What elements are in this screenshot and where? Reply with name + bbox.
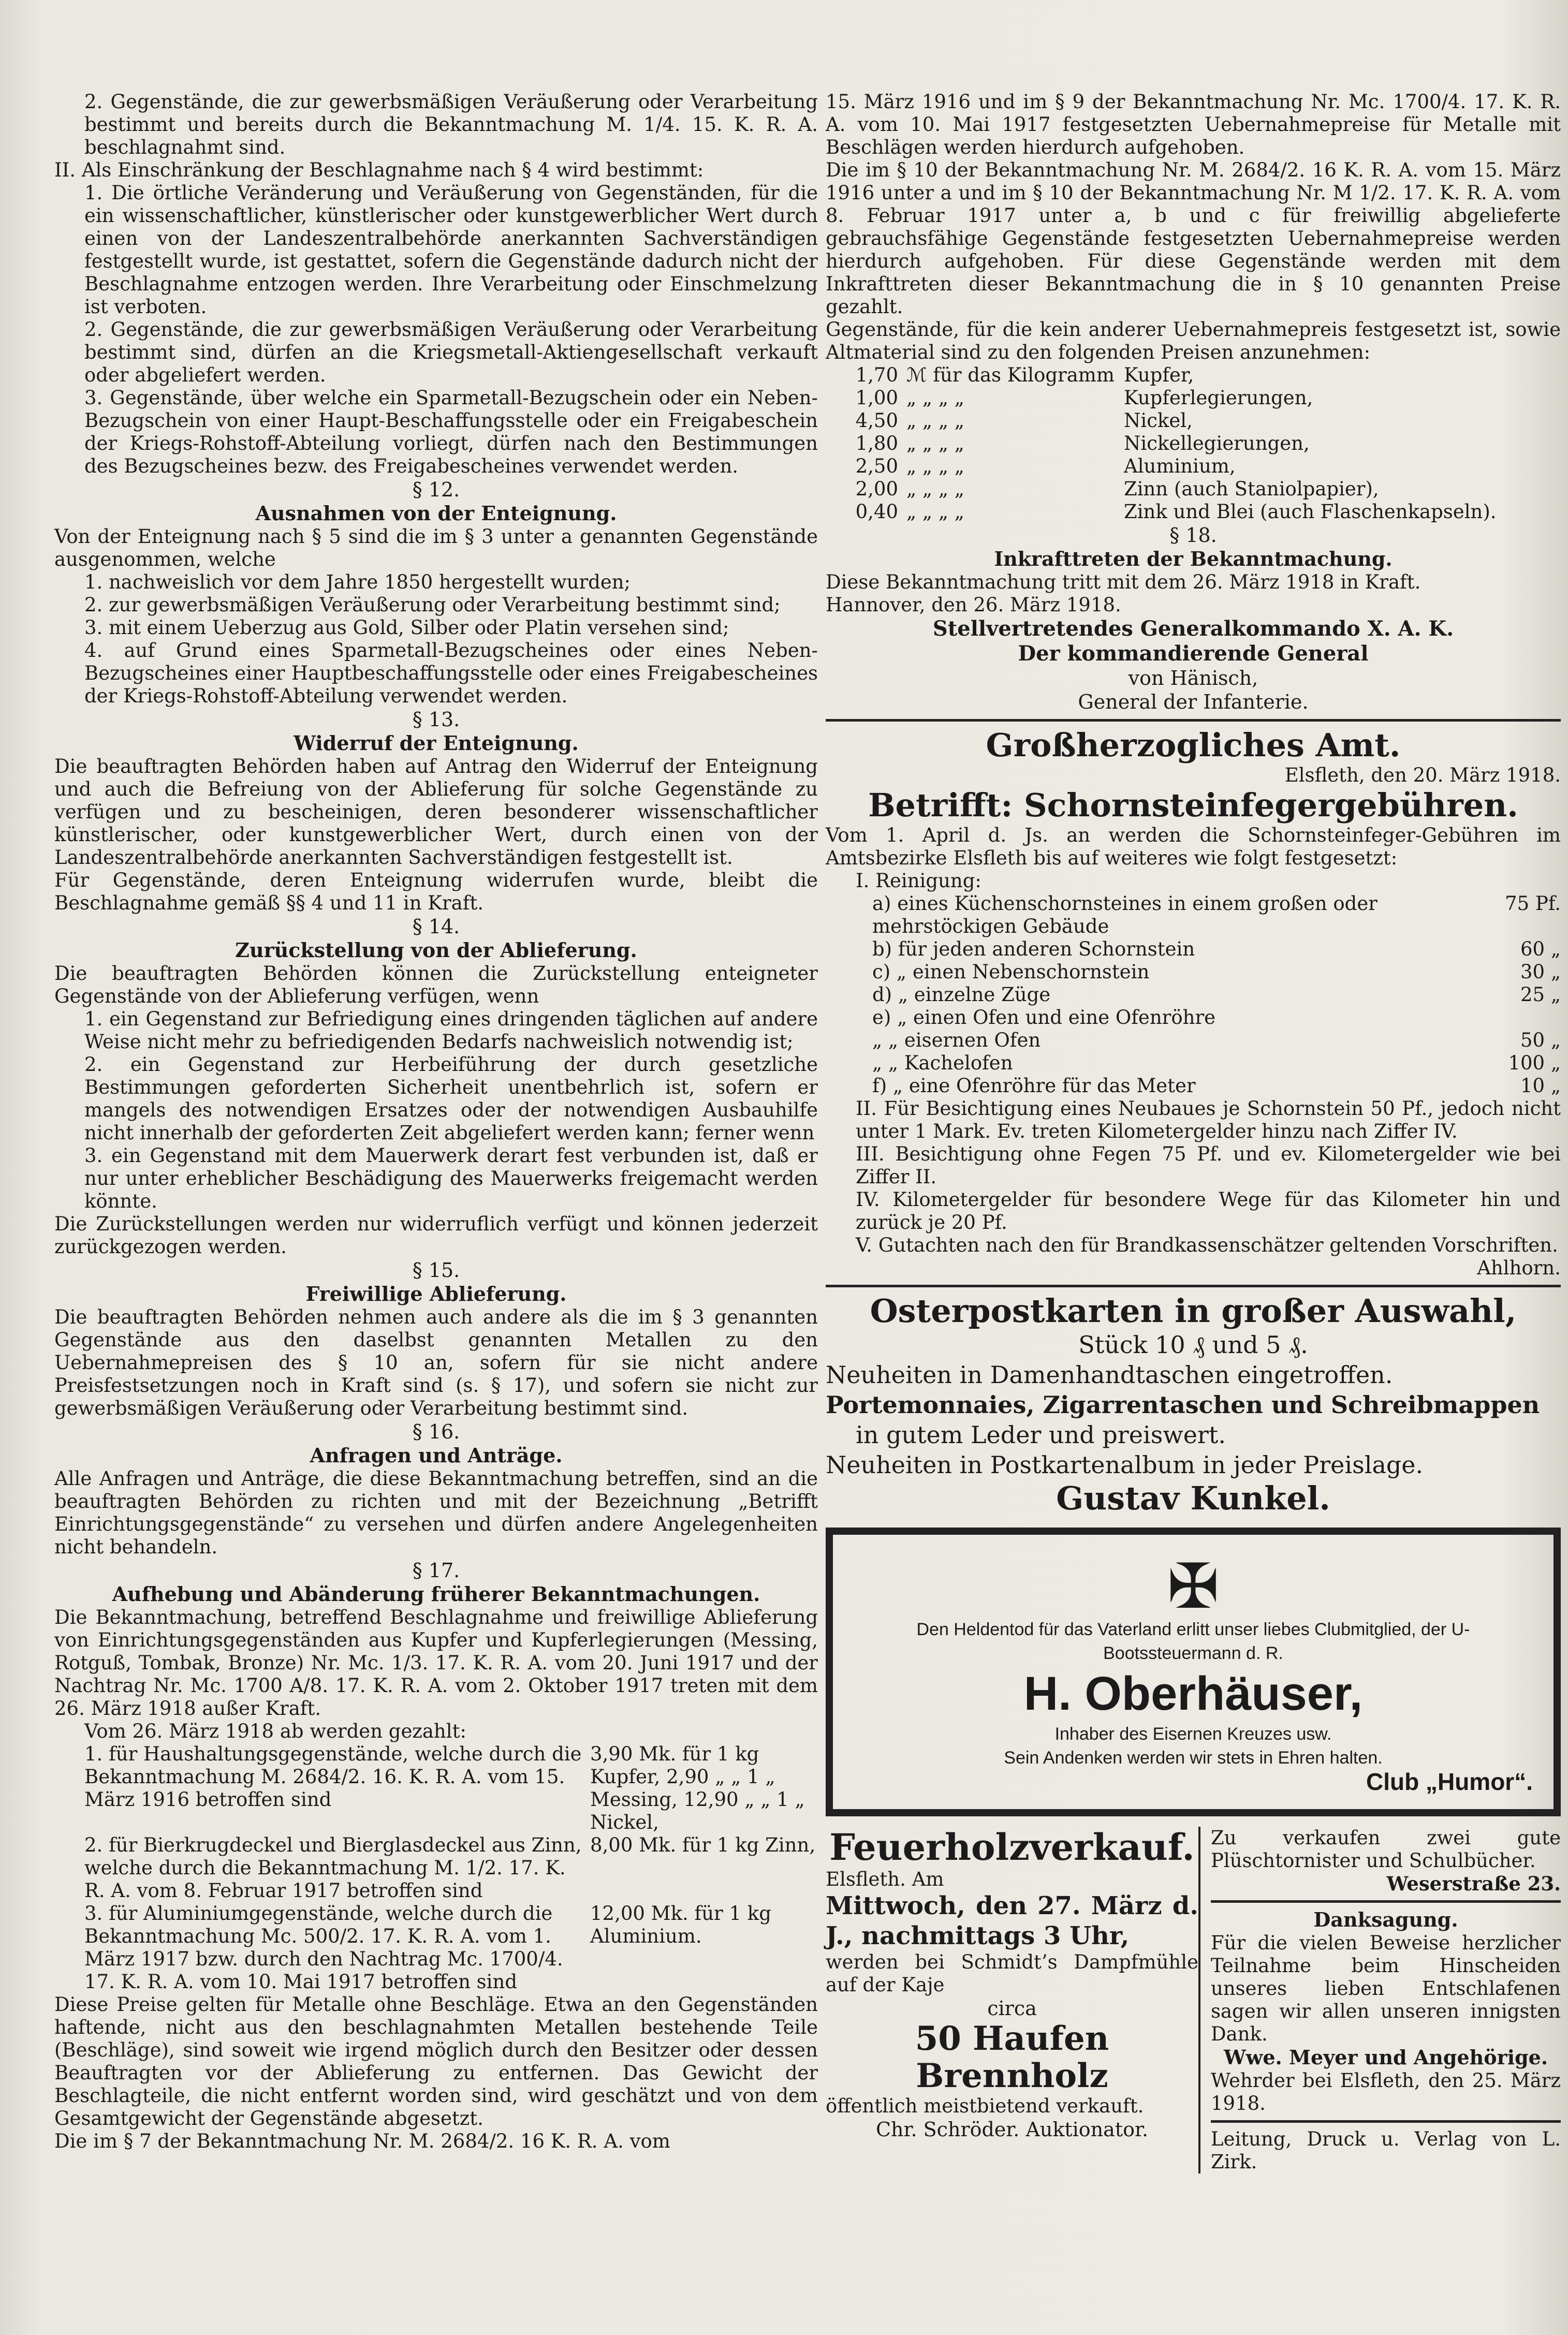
price-cell: „ „ „ „ [906, 387, 964, 409]
fee-amount [1468, 1006, 1561, 1029]
fee-item: „ „ eisernen Ofen [872, 1029, 1041, 1051]
price-desc: 3. für Aluminiumgegenstände, welche durch die Bekanntmachung Mc. 500/2. 17. K. R. A. vom 1. März 1917 bzw. durch den Nachtrag Mc. 1700/4. 17. K. R. A. vom 10. Mai 1917 betroffen sind [84, 1902, 563, 1993]
price-cell: 1,00 [855, 387, 898, 409]
fee-item: b) für jeden anderen Schornstein [872, 938, 1195, 960]
signature-name: von Hänisch, [1128, 667, 1258, 689]
paragraph: Gegenstände, für die kein anderer Uebernahmepreis festgesetzt ist, sowie Altmaterial sind zu den folgenden Preisen anzunehmen: [826, 318, 1561, 363]
notice-subject: Betrifft: Schornsteinfegergebühren. [868, 786, 1518, 824]
paragraph: II. Für Besichtigung eines Neubaues je Schornstein 50 Pf., jedoch nicht unter 1 Mark. Ev. treten Kilometergelder hinzu nach Ziffer IV. [856, 1097, 1561, 1142]
price-cell: 4,50 [855, 409, 898, 432]
signature: Ahlhorn. [1477, 1257, 1561, 1279]
signature: Der kommandierende General [1018, 641, 1369, 666]
price-cell: „ „ „ „ [906, 432, 964, 454]
ad-line: werden bei Schmidt’s Dampfmühle auf der Kaje [826, 1951, 1198, 1996]
section-number: § 14. [412, 915, 460, 938]
list-item: 2. ein Gegenstand zur Herbeiführung der durch gesetzliche Bestimmungen geforderten Sicherheit unentbehrlich ist, sofern er mangels des notwendigen Ersatzes oder der notwendigen Ausbauhilfe nicht innerhalb der geforderten Zeit abgeliefert werden kann; ferner wenn [84, 1053, 818, 1144]
fee-amount: 100 „ [1508, 1052, 1561, 1074]
paragraph: II. Als Einschränkung der Beschlagnahme nach § 4 wird bestimmt: [54, 159, 704, 181]
paragraph: Alle Anfragen und Anträge, die diese Bekanntmachung betreffen, sind an die beauftragten Behörden zu richten und mit der Bezeichnung „Betrifft Einrichtungsgegenstände“ zu versehen und dürfen andere Angelegenheiten nicht behandeln. [54, 1467, 818, 1558]
fee-item: „ „ Kachelofen [872, 1052, 1013, 1074]
paragraph: Diese Bekanntmachung tritt mit dem 26. März 1918 in Kraft. [826, 571, 1421, 593]
ad-line: Weserstraße 23. [1386, 1872, 1561, 1895]
price-cell: Kupfer, [1124, 364, 1194, 386]
obituary-name: H. Oberhäuser, [1023, 1667, 1363, 1720]
price-row [826, 432, 1561, 455]
price-value: 3,90 Mk. für 1 kg Kupfer, 2,90 „ „ 1 „ Messing, 12,90 „ „ 1 „ Nickel, [590, 1743, 805, 1833]
ad-line: Zu verkaufen zwei gute Plüschtornister und Schulbücher. [1211, 1827, 1561, 1872]
ad-signature: Gustav Kunkel. [1056, 1479, 1330, 1517]
fee-amount: 75 Pf. [1505, 892, 1561, 915]
left-column [54, 91, 818, 2153]
price-cell: „ „ „ „ [906, 455, 964, 477]
price-cell: Nickel, [1124, 409, 1193, 432]
paragraph: Die Bekanntmachung, betreffend Beschlagnahme und freiwillige Ablieferung von Einrichtungsgegenständen aus Kupfer und Kupferlegierungen (Messing, Rotguß, Tombak, Bronze) Nr. Mc. 1/3. 17. K. R. A. vom 20. Juni 1917 und der Nachtrag Nr. Mc. 1700 A/8. 17. K. R. A. vom 2. Oktober 1917 treten mit dem 26. März 1918 außer Kraft. [54, 1606, 818, 1720]
divider [826, 1285, 1561, 1287]
fee-row [826, 1029, 1561, 1052]
fee-amount: 25 „ [1520, 983, 1561, 1006]
fee-row [826, 1075, 1561, 1097]
fee-amount: 50 „ [1520, 1029, 1561, 1051]
paragraph: Von der Enteignung nach § 5 sind die im § 3 unter a genannten Gegenstände ausgenommen, welche [54, 525, 818, 570]
price-cell: 2,00 [855, 478, 898, 500]
section-heading: Anfragen und Anträge. [310, 1444, 563, 1467]
price-value: 8,00 Mk. für 1 kg Zinn, [590, 1834, 816, 1856]
fee-item: a) eines Küchenschornsteines in einem großen oder mehrstöckigen Gebäude [872, 892, 1378, 937]
section-heading: Aufhebung und Abänderung früherer Bekanntmachungen. [112, 1582, 760, 1606]
ad-signature: Wwe. Meyer und Angehörige. [1223, 2046, 1548, 2069]
paragraph: Die im § 7 der Bekanntmachung Nr. M. 2684/2. 16 K. R. A. vom [54, 2130, 670, 2152]
section-number: § 16. [412, 1420, 460, 1443]
fee-item: f) „ eine Ofenröhre für das Meter [872, 1075, 1196, 1097]
signature: Stellvertretendes Generalkommando X. A. K. [932, 616, 1454, 641]
section-number: § 13. [412, 708, 460, 731]
paragraph: Die beauftragten Behörden können die Zurückstellung enteigneter Gegenstände von der Ablieferung verfügen, wenn [54, 962, 818, 1007]
ad-headline: Osterpostkarten in großer Auswahl, [870, 1292, 1517, 1330]
price-cell: ℳ für das Kilogramm [906, 364, 1115, 386]
obituary-text: Den Heldentod für das Vaterland erlitt unser liebes Clubmitglied, der U-Bootssteuermann d. R. [916, 1620, 1470, 1663]
ad-line: Neuheiten in Damenhandtaschen eingetroffen. [826, 1361, 1393, 1389]
imprint: Leitung, Druck u. Verlag von L. Zirk. [1211, 2128, 1561, 2173]
fee-row [826, 1006, 1561, 1029]
price-cell: Nickellegierungen, [1124, 432, 1310, 454]
price-cell: Zink und Blei (auch Flaschenkapseln). [1124, 501, 1497, 523]
paragraph: I. Reinigung: [856, 870, 981, 892]
ad-line: Mittwoch, den 27. März d. J., nachmittags 3 Uhr, [826, 1891, 1198, 1950]
section-number: § 17. [412, 1559, 460, 1582]
fee-item: d) „ einzelne Züge [872, 983, 1051, 1006]
section-heading: Ausnahmen von der Enteignung. [255, 502, 617, 525]
fee-row [826, 1052, 1561, 1075]
metal-price-list [826, 364, 1561, 523]
fee-item: e) „ einen Ofen und eine Ofenröhre [872, 1006, 1216, 1029]
ad-line: Elsfleth. Am [826, 1868, 944, 1890]
price-row [826, 409, 1561, 432]
notice-date: Elsfleth, den 20. März 1918. [1284, 764, 1561, 786]
price-row [54, 1834, 818, 1902]
ad-line: Wehrder bei Elsfleth, den 25. März 1918. [1211, 2069, 1561, 2114]
section-number: § 18. [1169, 524, 1217, 547]
auction-ad [826, 1827, 1198, 2174]
ad-headline: Feuerholzverkauf. [829, 1826, 1195, 1869]
right-column [826, 91, 1561, 2174]
paragraph: Die im § 10 der Bekanntmachung Nr. M. 2684/2. 16 K. R. A. vom 15. März 1916 unter a und im § 10 der Bekanntmachung Nr. M 1/2. 17. K. R. A. vom 8. Februar 1917 unter a, b und c für freiwillig abgelieferte gebrauchsfähige Gegenstände festgesetzten Uebernahmepreise werden hierdurch aufgehoben. Für diese Gegenstände werden mit dem Inkrafttreten dieser Bekanntmachung die in § 10 genannten Preise gezahlt. [826, 159, 1561, 318]
price-cell: „ „ „ „ [906, 409, 964, 432]
fee-amount: 30 „ [1520, 961, 1561, 983]
paragraph: 3. Gegenstände, über welche ein Sparmetall-Bezugschein oder ein Neben-Bezugschein von einer Haupt-Beschaffungsstelle oder ein Freigabeschein der Kriegs-Rohstoff-Abteilung vorliegt, dürfen nach den Bestimmungen des Bezugscheines bezw. des Freigabescheines verwendet werden. [84, 387, 818, 477]
paragraph: Die beauftragten Behörden haben auf Antrag den Widerruf der Enteignung und auch die Befreiung von der Ablieferung für solche Gegenstände zu verfügen und zu bescheinigen, deren besonderer wissenschaftlicher künstlerischer, oder kunstgewerblicher Wert, durch einen von der Landeszentralbehörde anerkannten Sachverständigen festgestellt ist. [54, 755, 818, 869]
fee-item: c) „ einen Nebenschornstein [872, 961, 1150, 983]
ad-line: öffentlich meistbietend verkauft. [826, 2095, 1144, 2117]
ad-line: in gutem Leder und preiswert. [856, 1421, 1226, 1449]
price-cell: Aluminium, [1124, 455, 1236, 477]
list-item: 1. ein Gegenstand zur Befriedigung eines dringenden täglichen auf andere Weise nicht mehr zu befriedigenden Bedarfs nachweislich notwendig ist; [84, 1008, 818, 1053]
ad-line: circa [987, 1997, 1037, 2020]
price-row [826, 501, 1561, 523]
paragraph: 1. Die örtliche Veränderung und Veräußerung von Gegenständen, für die ein wissenschaftlicher, künstlerischer oder kunstgewerblicher Wert durch einen von der Landeszentralbehörde anerkannten Sachverständigen festgestellt wurde, ist gestattet, sofern die Gegenstände dadurch nicht der Beschlagnahme entzogen werden. Ihre Verarbeitung oder Einschmelzung ist verboten. [84, 182, 818, 318]
small-ads [826, 1827, 1561, 2174]
price-row [826, 364, 1561, 387]
ad-line: Für die vielen Beweise herzlicher Teilnahme beim Hinscheiden unseres lieben Entschlafenen sagen wir allen unseren innigsten Dank. [1211, 1932, 1561, 2045]
ad-line: Portemonnaies, Zigarrentaschen und Schreibmappen [826, 1391, 1540, 1419]
list-item: 3. ein Gegenstand mit dem Mauerwerk derart fest verbunden ist, daß er nur unter erheblicher Beschädigung des Mauerwerks freigemacht werden könnte. [84, 1144, 818, 1212]
paragraph: Vom 1. April d. Js. an werden die Schornsteinfeger-Gebühren im Amtsbezirke Elsfleth bis auf weiteres wie folgt festgesetzt: [826, 824, 1561, 869]
place-date: Hannover, den 26. März 1918. [826, 594, 1121, 616]
price-cell: 1,70 [855, 364, 898, 386]
paragraph: Für Gegenstände, deren Enteignung widerrufen wurde, bleibt die Beschlagnahme gemäß §§ 4 und 11 in Kraft. [54, 869, 818, 914]
section-heading: Zurückstellung von der Ablieferung. [235, 938, 637, 962]
paragraph: IV. Kilometergelder für besondere Wege für das Kilometer hin und zurück je 20 Pf. [856, 1188, 1561, 1233]
price-cell: „ „ „ „ [906, 478, 964, 500]
price-cell: 1,80 [855, 432, 898, 454]
list-item: 4. auf Grund eines Sparmetall-Bezugscheines oder eines Neben-Bezugscheines einer Hauptbeschaffungsstelle oder eines Freigabescheines der Kriegs-Rohstoff-Abteilung verwendet werden. [84, 639, 818, 707]
ad-line: Stück 10 ₰ und 5 ₰. [1078, 1331, 1308, 1359]
paragraph: 15. März 1916 und im § 9 der Bekanntmachung Nr. Mc. 1700/4. 17. K. R. A. vom 10. Mai 1917 festgesetzten Uebernahmepreise für Metalle mit Beschlägen werden hierdurch aufgehoben. [826, 91, 1561, 158]
divider [826, 719, 1561, 722]
fee-list [826, 892, 1561, 1097]
divider [1211, 1900, 1561, 1903]
price-row [826, 387, 1561, 409]
price-row [54, 1743, 818, 1834]
price-cell: Zinn (auch Staniolpapier), [1124, 478, 1379, 500]
signature-title: General der Infanterie. [1078, 691, 1309, 713]
obituary-box [826, 1528, 1561, 1816]
paragraph: Diese Preise gelten für Metalle ohne Beschläge. Etwa an den Gegenständen haftende, nicht aus den beschlagnahmten Metallen bestehende Teile (Beschläge), sind soweit wie irgend möglich durch den Besitzer oder dessen Beauftragten vor der Ablieferung zu entfernen. Das Gewicht der Beschlagteile, die nicht entfernt worden sind, wird geschätzt und von dem Gesamtgewicht der Gegenstände abgesetzt. [54, 1993, 818, 2130]
notice-title: Großherzogliches Amt. [986, 726, 1401, 764]
right-small-ads [1198, 1827, 1561, 2174]
paragraph: V. Gutachten nach den für Brandkassenschätzer geltenden Vorschriften. [856, 1234, 1558, 1256]
price-desc: 1. für Haushaltungsgegenstände, welche durch die Bekanntmachung M. 2684/2. 16. K. R. A. vom 15. März 1916 betroffen sind [84, 1743, 582, 1811]
price-cell: „ „ „ „ [906, 501, 964, 523]
iron-cross-icon: ✠ [1167, 1552, 1220, 1621]
paragraph: Vom 26. März 1918 ab werden gezahlt: [84, 1720, 466, 1742]
paragraph: Die beauftragten Behörden nehmen auch andere als die im § 3 genannten Gegenstände aus den daselbst genannten Metallen zu den Uebernahmepreisen des § 10 an, sofern für sie nicht andere Preisfestsetzungen noch in Kraft sind (s. § 17), und sofern sie nicht zur gewerbsmäßigen Veräußerung oder Verarbeitung bestimmt sind. [54, 1306, 818, 1419]
fee-amount: 10 „ [1520, 1075, 1561, 1097]
paragraph: 2. Gegenstände, die zur gewerbsmäßigen Veräußerung oder Verarbeitung bestimmt und bereits durch die Bekanntmachung M. 1/4. 15. K. R. A. beschlagnahmt sind. [84, 91, 818, 158]
paragraph: Die Zurückstellungen werden nur widerruflich verfügt und können jederzeit zurückgezogen werden. [54, 1213, 818, 1258]
ad-line: Neuheiten in Postkartenalbum in jeder Preislage. [826, 1451, 1424, 1479]
price-desc: 2. für Bierkrugdeckel und Bierglasdeckel aus Zinn, welche durch die Bekanntmachung M. 1/2. 17. K. R. A. vom 8. Februar 1917 betroffen sind [84, 1834, 582, 1902]
price-cell: 2,50 [855, 455, 898, 477]
obituary-text: Sein Andenken werden wir stets in Ehren halten. [1004, 1748, 1383, 1768]
ad-signature: Chr. Schröder. Auktionator. [875, 2118, 1149, 2141]
fee-row [826, 938, 1561, 961]
paragraph: III. Besichtigung ohne Fegen 75 Pf. und ev. Kilometergelder wie bei Ziffer II. [856, 1143, 1561, 1188]
price-row [826, 478, 1561, 501]
ad-headline: Danksagung. [1313, 1908, 1458, 1931]
fee-row [826, 983, 1561, 1006]
fee-row [826, 892, 1561, 938]
ad-line: 50 Haufen Brennholz [915, 2019, 1109, 2095]
price-cell: Kupferlegierungen, [1124, 387, 1313, 409]
price-value: 12,00 Mk. für 1 kg Aluminium. [590, 1902, 771, 1947]
fee-amount: 60 „ [1520, 938, 1561, 960]
price-row [826, 455, 1561, 478]
fee-row [826, 961, 1561, 983]
section-heading: Freiwillige Ablieferung. [305, 1282, 567, 1305]
price-row [54, 1902, 818, 1993]
list-item: 3. mit einem Ueberzug aus Gold, Silber oder Platin versehen sind; [84, 616, 729, 639]
section-heading: Widerruf der Enteignung. [294, 731, 579, 755]
price-cell: 0,40 [855, 501, 898, 523]
obituary-signature: Club „Humor“. [1366, 1768, 1533, 1795]
section-number: § 12. [412, 478, 460, 501]
section-heading: Inkrafttreten der Bekanntmachung. [994, 547, 1393, 570]
list-item: 2. zur gewerbsmäßigen Veräußerung oder Verarbeitung bestimmt sind; [84, 594, 781, 616]
section-number: § 15. [412, 1259, 460, 1282]
obituary-text: Inhaber des Eisernen Kreuzes usw. [1054, 1724, 1332, 1744]
list-item: 1. nachweislich vor dem Jahre 1850 hergestellt wurden; [84, 571, 631, 593]
paragraph: 2. Gegenstände, die zur gewerbsmäßigen Veräußerung oder Verarbeitung bestimmt sind, dürfen an die Kriegsmetall-Aktiengesellschaft verkauft oder abgeliefert werden. [84, 318, 818, 386]
divider [1211, 2120, 1561, 2123]
